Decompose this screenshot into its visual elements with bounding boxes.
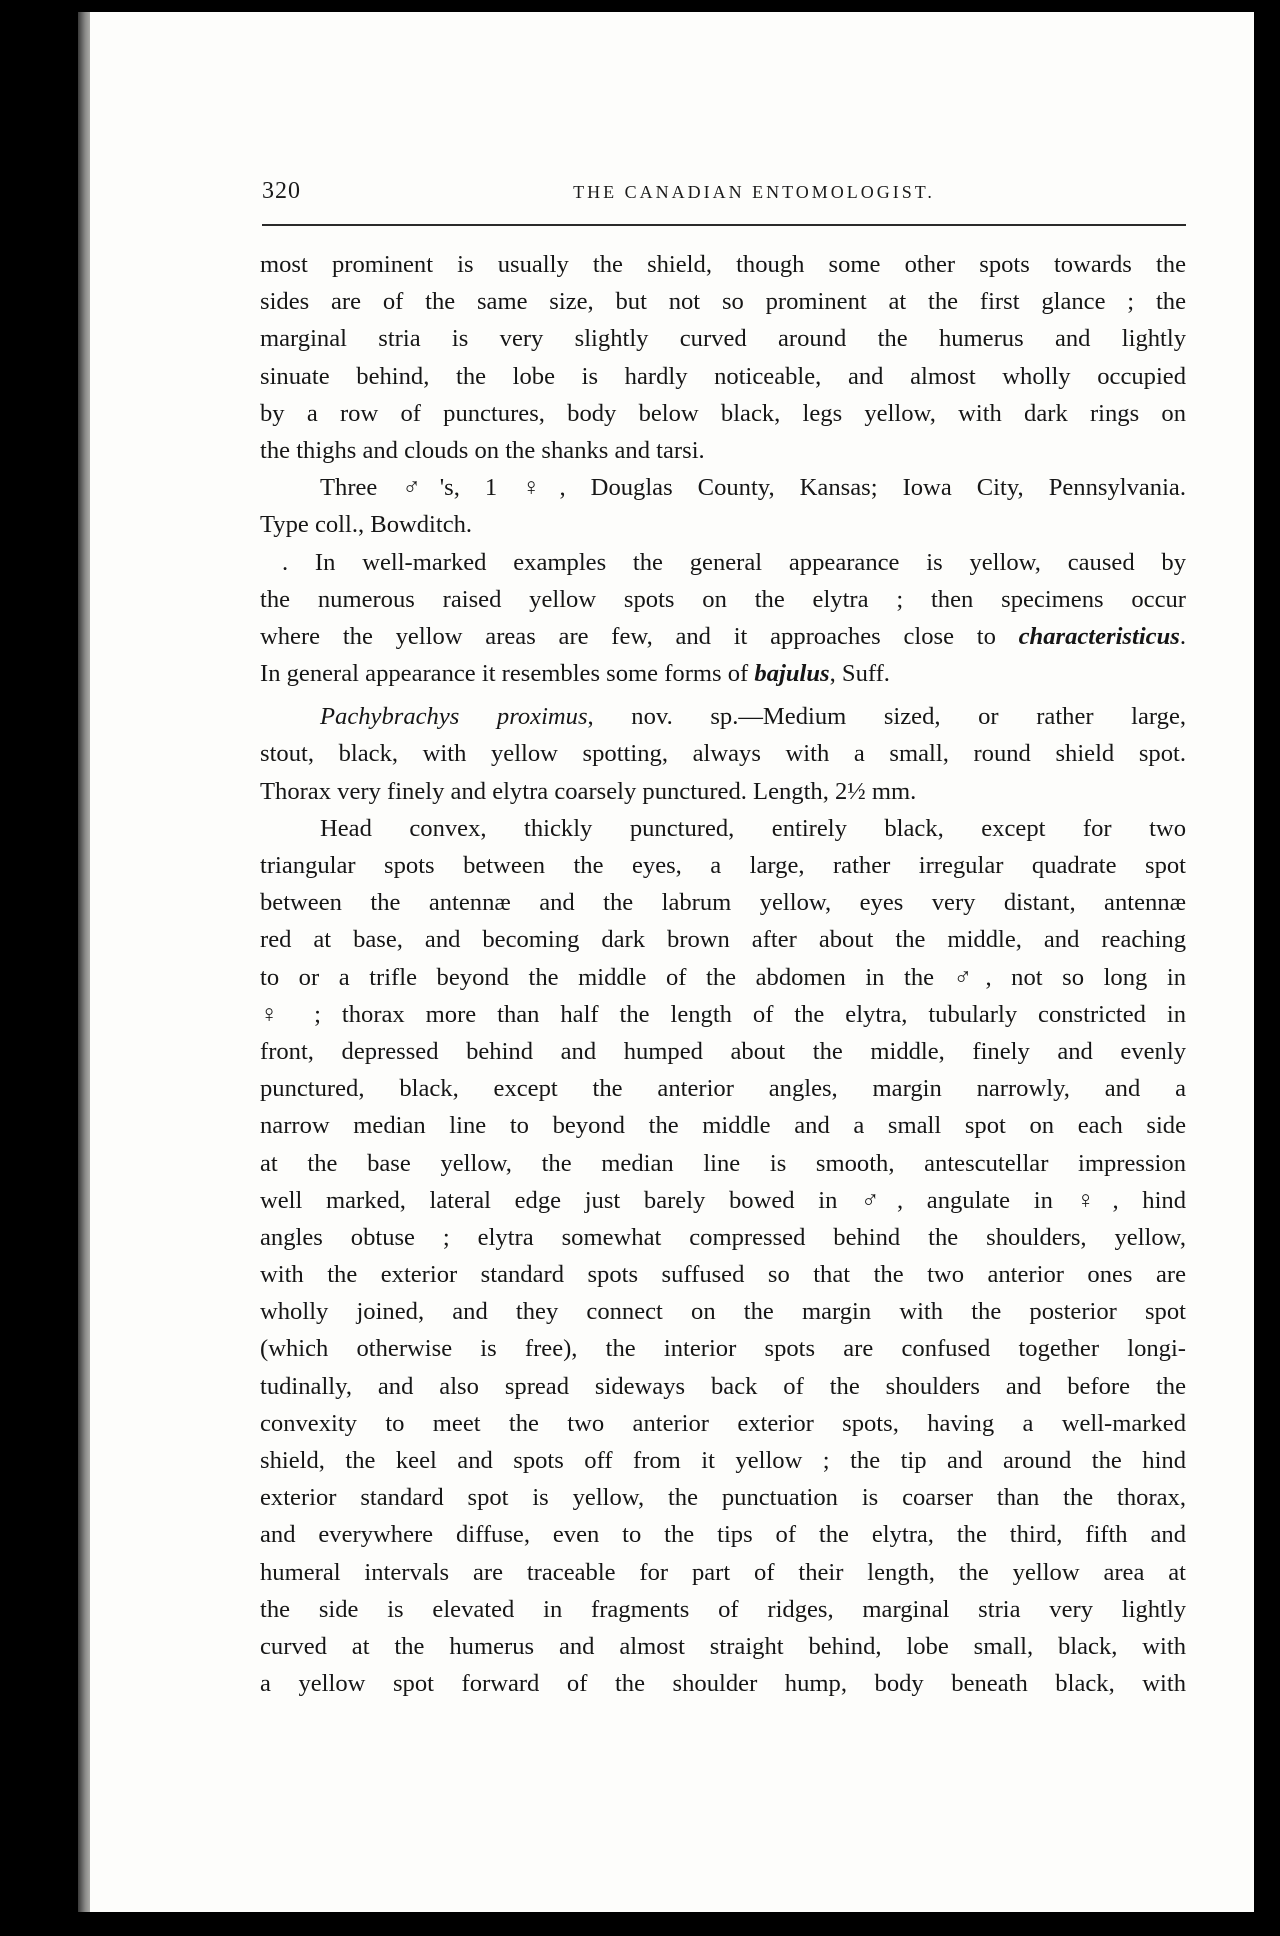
- species-name: Pachybrachys proximus: [320, 703, 588, 731]
- paragraph-1: [260, 246, 1186, 469]
- page-header: [262, 178, 1186, 208]
- text-line: the thighs and clouds on the shanks and tarsi.: [260, 436, 705, 464]
- text-line: [260, 698, 1186, 735]
- text-run: , nov. sp.—Medium sized, or rather large,: [587, 703, 1187, 731]
- text-line: [260, 618, 1186, 655]
- text-line: sinuate behind, the lobe is hardly noticeable, and almost wholly occupied: [260, 362, 1186, 390]
- text-line: ♀ ; thorax more than half the length of the elytra, tubularly constricted in: [260, 1000, 1186, 1028]
- text-line: to or a trifle beyond the middle of the abdomen in the ♂, not so long in: [260, 963, 1186, 991]
- text-line: Head convex, thickly punctured, entirely black, except for two: [320, 814, 1186, 842]
- text-line: the side is elevated in fragments of ridges, marginal stria very lightly: [260, 1595, 1186, 1623]
- text-line: the numerous raised yellow spots on the elytra ; then specimens occur: [260, 585, 1186, 613]
- text-line: at the base yellow, the median line is smooth, antescutellar impression: [260, 1149, 1186, 1177]
- paragraph-3: [260, 544, 1186, 693]
- species-name-italic: characteristicus: [1018, 622, 1180, 650]
- paragraph-4-species-heading: [260, 698, 1186, 810]
- text-line: humeral intervals are traceable for part of their length, the yellow area at: [260, 1558, 1186, 1586]
- text-run: .: [1179, 622, 1186, 650]
- text-line: between the antennæ and the labrum yellow, eyes very distant, antennæ: [260, 889, 1186, 917]
- running-title: THE CANADIAN ENTOMOLOGIST.: [573, 182, 935, 202]
- text-line: with the exterior standard spots suffused so that the two anterior ones are: [260, 1261, 1186, 1289]
- text-line: Three ♂'s, 1 ♀, Douglas County, Kansas; Iowa City, Pennsylvania.: [320, 474, 1186, 502]
- text-line: stout, black, with yellow spotting, always with a small, round shield spot.: [260, 740, 1186, 768]
- text-line: curved at the humerus and almost straight behind, lobe small, black, with: [260, 1632, 1186, 1660]
- text-line: (which otherwise is free), the interior spots are confused together longi-: [260, 1335, 1186, 1363]
- text-line: and everywhere diffuse, even to the tips of the elytra, the third, fifth and: [260, 1521, 1186, 1549]
- species-name-italic: bajulus: [754, 660, 830, 688]
- text-line: Type coll., Bowditch.: [260, 511, 473, 539]
- text-line: a yellow spot forward of the shoulder hump, body beneath black, with: [260, 1670, 1186, 1698]
- text-line: wholly joined, and they connect on the margin with the posterior spot: [260, 1298, 1186, 1326]
- text-line: tudinally, and also spread sideways back of the shoulders and before the: [260, 1372, 1186, 1400]
- text-line: [260, 655, 1186, 692]
- header-rule: [262, 224, 1186, 226]
- text-line: Thorax very finely and elytra coarsely punctured. Length, 2½ mm.: [260, 777, 917, 805]
- text-line: shield, the keel and spots off from it yellow ; the tip and around the hind: [260, 1447, 1186, 1474]
- text-line: sides are of the same size, but not so prominent at the first glance ; the: [260, 288, 1186, 316]
- page-number: 320: [262, 178, 301, 204]
- text-line: angles obtuse ; elytra somewhat compressed behind the shoulders, yellow,: [260, 1223, 1186, 1251]
- text-line: exterior standard spot is yellow, the punctuation is coarser than the thorax,: [260, 1484, 1186, 1512]
- text-line: front, depressed behind and humped about the middle, finely and evenly: [260, 1037, 1186, 1065]
- text-line: most prominent is usually the shield, though some other spots towards the: [260, 251, 1186, 278]
- text-line: punctured, black, except the anterior angles, margin narrowly, and a: [260, 1075, 1186, 1103]
- text-run: , Suff.: [829, 660, 890, 688]
- text-line: convexity to meet the two anterior exterior spots, having a well-marked: [260, 1409, 1186, 1437]
- page-body: [260, 246, 1186, 1702]
- text-line: by a row of punctures, body below black, legs yellow, with dark rings on: [260, 399, 1186, 427]
- paragraph-5-description: [260, 810, 1186, 1703]
- text-line: marginal stria is very slightly curved around the humerus and lightly: [260, 325, 1186, 353]
- text-line: red at base, and becoming dark brown after about the middle, and reaching: [260, 926, 1186, 954]
- text-line: narrow median line to beyond the middle and a small spot on each side: [260, 1112, 1186, 1140]
- text-run: In general appearance it resembles some forms of: [260, 660, 755, 688]
- paragraph-2: [260, 469, 1186, 543]
- text-line: well marked, lateral edge just barely bowed in ♂, angulate in ♀, hind: [260, 1186, 1186, 1214]
- text-line: . In well-marked examples the general appearance is yellow, caused by: [282, 548, 1186, 576]
- text-line: triangular spots between the eyes, a large, rather irregular quadrate spot: [260, 852, 1186, 879]
- text-run: where the yellow areas are few, and it approaches close to: [260, 622, 1019, 650]
